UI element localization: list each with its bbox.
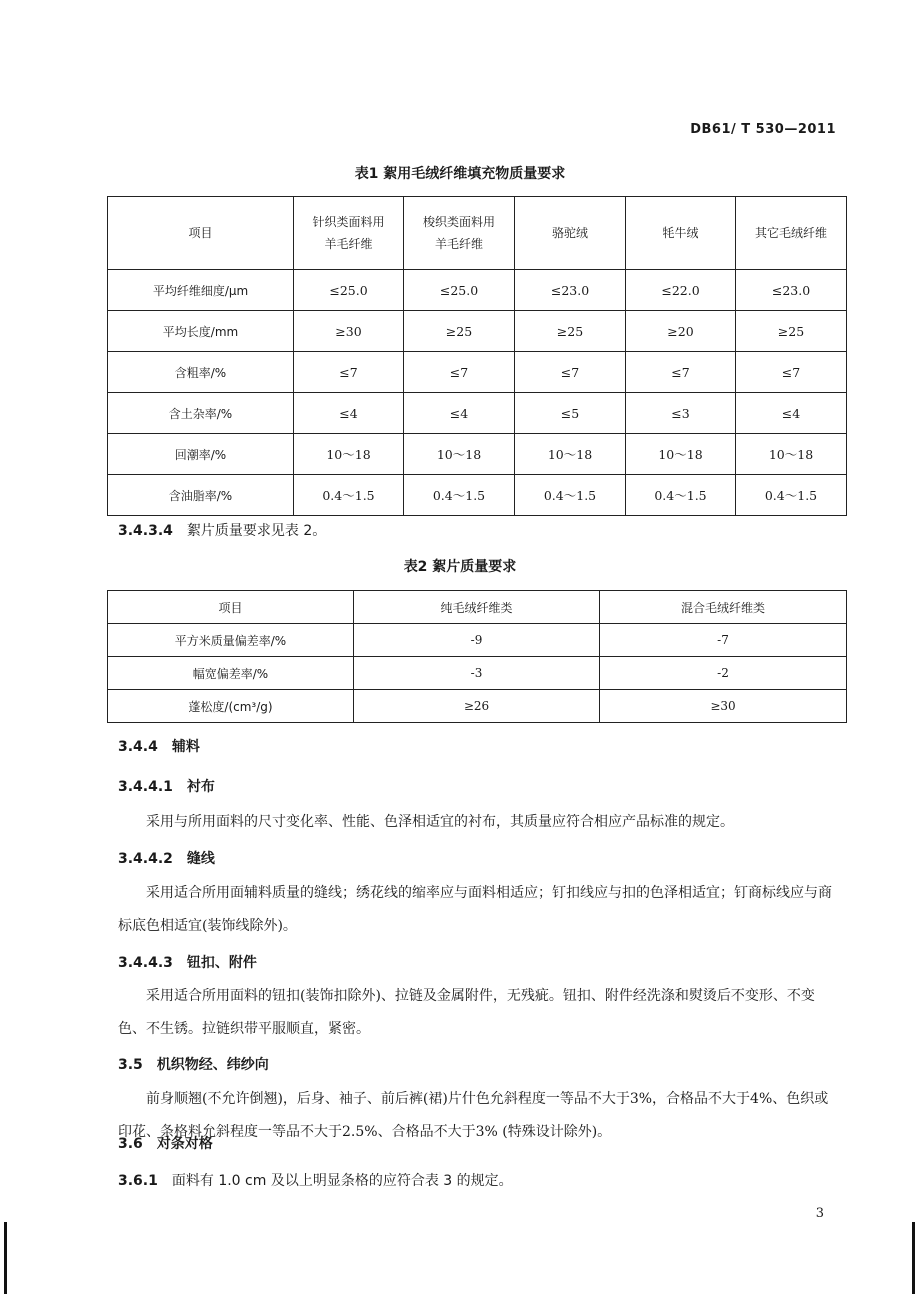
- row-label: 平均纤维细度/μm: [108, 270, 294, 311]
- row-label: 回潮率/%: [108, 434, 294, 475]
- section-number: 3.4.3.4: [118, 523, 173, 539]
- paragraph-3-4-4-1: 采用与所用面料的尺寸变化率、性能、色泽相适宜的衬布，其质量应符合相应产品标准的规定。: [146, 814, 734, 830]
- section-title: 衬布: [186, 779, 215, 795]
- column-header: 混合毛绒纤维类: [600, 591, 847, 624]
- scan-edge-right: [912, 1222, 915, 1294]
- table-cell: -9: [354, 624, 600, 657]
- section-3-5: [118, 1054, 838, 1076]
- column-header: 牦牛绒: [626, 197, 736, 270]
- table-cell: ≤7: [515, 352, 626, 393]
- table-cell: ≤7: [404, 352, 515, 393]
- table-cell: ≤5: [515, 393, 626, 434]
- table-cell: -7: [600, 624, 847, 657]
- table-cell: ≥26: [354, 690, 600, 723]
- table-row: [108, 657, 847, 690]
- section-3-4-4-3: [118, 952, 838, 974]
- table-cell: ≤25.0: [404, 270, 515, 311]
- row-label: 幅宽偏差率/%: [108, 657, 354, 690]
- table-header-row: [108, 591, 847, 624]
- section-3-4-3-4: [118, 520, 838, 542]
- table-cell: ≤4: [736, 393, 847, 434]
- column-header: 骆驼绒: [515, 197, 626, 270]
- table-cell: ≤3: [626, 393, 736, 434]
- paragraph-3-5: 前身顺翘(不允许倒翘)，后身、袖子、前后裤(裙)片什色允斜程度一等品不大于3%，合格品不大于4%、色织或印花、条格料允斜程度一等品不大于2.5%、合格品不大于3% (特殊设计除外)。: [118, 1091, 829, 1140]
- row-label: 蓬松度/(cm³/g): [108, 690, 354, 723]
- section-3-4-4-1: [118, 776, 838, 798]
- table-cell: 10～18: [736, 434, 847, 475]
- section-3-4-4-2: [118, 848, 838, 870]
- table-cell: ≤7: [736, 352, 847, 393]
- table-cell: -2: [600, 657, 847, 690]
- section-number: 3.6: [118, 1136, 143, 1152]
- table2: [107, 590, 847, 723]
- column-header: 针织类面料用 羊毛纤维: [294, 197, 404, 270]
- table-cell: 10～18: [294, 434, 404, 475]
- column-header: 项目: [108, 591, 354, 624]
- table-cell: 0.4～1.5: [736, 475, 847, 516]
- table-cell: ≤23.0: [515, 270, 626, 311]
- section-text: 面料有 1.0 cm 及以上明显条格的应符合表 3 的规定。: [171, 1173, 513, 1189]
- table-cell: ≤25.0: [294, 270, 404, 311]
- table-cell: 0.4～1.5: [515, 475, 626, 516]
- table-row: [108, 475, 847, 516]
- table-row: [108, 311, 847, 352]
- table-header-row: [108, 197, 847, 270]
- paragraph-3-4-4-2: 采用适合所用面辅料质量的缝线；绣花线的缩率应与面料相适应；钉扣线应与扣的色泽相适宜；钉商标线应与商标底色相适宜(装饰线除外)。: [118, 885, 832, 934]
- column-header: 梭织类面料用 羊毛纤维: [404, 197, 515, 270]
- section-title: 钮扣、附件: [186, 955, 257, 971]
- section-title: 对条对格: [156, 1136, 213, 1152]
- table-cell: 10～18: [626, 434, 736, 475]
- table-cell: ≤4: [294, 393, 404, 434]
- row-label: 含土杂率/%: [108, 393, 294, 434]
- column-header: 其它毛绒纤维: [736, 197, 847, 270]
- table-cell: ≥25: [515, 311, 626, 352]
- section-number: 3.4.4.1: [118, 779, 173, 795]
- section-3-6-1: [118, 1170, 838, 1192]
- table2-caption: 表2 絮片质量要求: [403, 559, 517, 575]
- section-number: 3.4.4.2: [118, 851, 173, 867]
- section-number: 3.5: [118, 1057, 143, 1073]
- row-label: 平方米质量偏差率/%: [108, 624, 354, 657]
- table-cell: ≥30: [600, 690, 847, 723]
- table-cell: ≤23.0: [736, 270, 847, 311]
- table-row: [108, 624, 847, 657]
- column-header: 项目: [108, 197, 294, 270]
- row-label: 平均长度/mm: [108, 311, 294, 352]
- section-title: 机织物经、纬纱向: [156, 1057, 269, 1073]
- table-cell: ≥25: [736, 311, 847, 352]
- section-title: 辅料: [171, 739, 200, 755]
- table-cell: 0.4～1.5: [404, 475, 515, 516]
- table-cell: ≤22.0: [626, 270, 736, 311]
- table-cell: 10～18: [404, 434, 515, 475]
- table-cell: ≤7: [294, 352, 404, 393]
- table1-caption: 表1 絮用毛绒纤维填充物质量要求: [354, 166, 566, 182]
- scan-edge-left: [4, 1222, 7, 1294]
- table-cell: ≥30: [294, 311, 404, 352]
- page-number: 3: [815, 1206, 824, 1221]
- table1: [107, 196, 847, 516]
- table-cell: -3: [354, 657, 600, 690]
- table-row: [108, 434, 847, 475]
- section-3-4-4: [118, 736, 838, 758]
- section-number: 3.4.4.3: [118, 955, 173, 971]
- table-row: [108, 270, 847, 311]
- table-cell: 10～18: [515, 434, 626, 475]
- section-number: 3.4.4: [118, 739, 158, 755]
- section-title: 缝线: [186, 851, 215, 867]
- section-text: 絮片质量要求见表 2。: [186, 523, 327, 539]
- paragraph-3-4-4-3: 采用适合所用面料的钮扣(装饰扣除外)、拉链及金属附件，无残疵。钮扣、附件经洗涤和熨烫后不变形、不变色、不生锈。拉链织带平服顺直，紧密。: [118, 988, 815, 1037]
- table-cell: ≤7: [626, 352, 736, 393]
- table-cell: 0.4～1.5: [626, 475, 736, 516]
- table-cell: ≥25: [404, 311, 515, 352]
- section-3-6: [118, 1133, 838, 1155]
- column-header: 纯毛绒纤维类: [354, 591, 600, 624]
- section-number: 3.6.1: [118, 1173, 158, 1189]
- table-cell: ≤4: [404, 393, 515, 434]
- table-row: [108, 352, 847, 393]
- row-label: 含油脂率/%: [108, 475, 294, 516]
- table-cell: 0.4～1.5: [294, 475, 404, 516]
- document-code: DB61/ T 530—2011: [690, 122, 836, 137]
- table-row: [108, 393, 847, 434]
- row-label: 含粗率/%: [108, 352, 294, 393]
- table-row: [108, 690, 847, 723]
- table-cell: ≥20: [626, 311, 736, 352]
